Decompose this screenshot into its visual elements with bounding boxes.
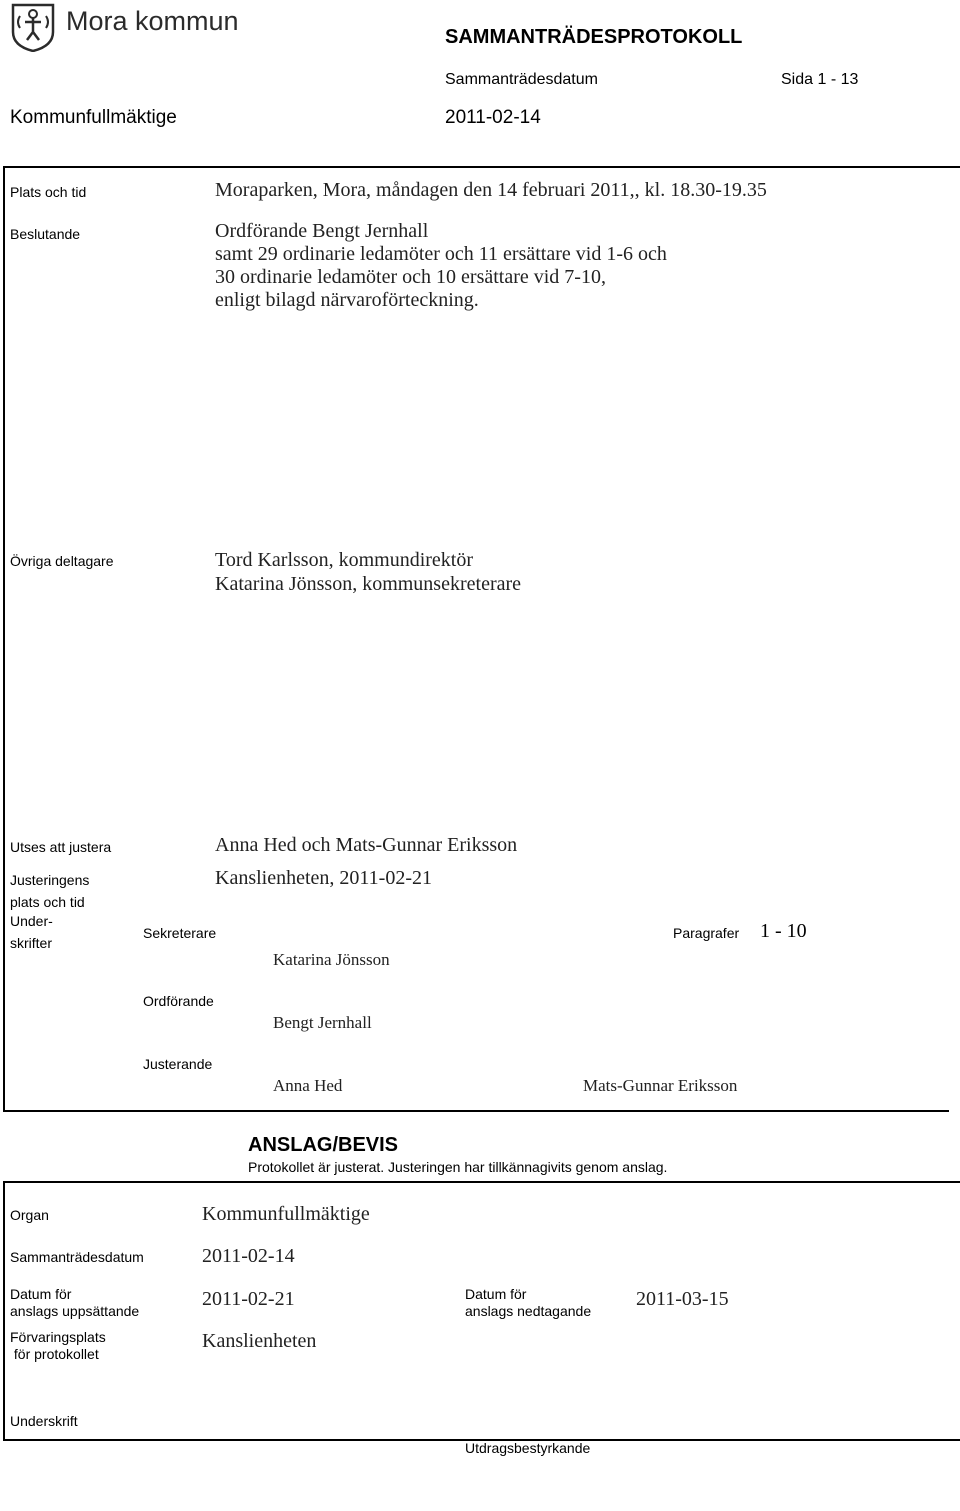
removed-value: 2011-03-15 [636, 1288, 729, 1310]
storage-label-1: Förvaringsplats [10, 1329, 106, 1345]
storage-value: Kanslienheten [202, 1330, 317, 1352]
crest-icon [10, 2, 56, 52]
check-place-label-2: plats och tid [10, 894, 85, 910]
page-number: Sida 1 - 13 [781, 71, 859, 88]
decision-label: Beslutande [10, 226, 81, 242]
others-label: Övriga deltagare [10, 553, 114, 569]
posted-value: 2011-02-21 [202, 1288, 295, 1310]
header-body: Kommunfullmäktige [10, 107, 177, 128]
notice-frame-top [3, 1181, 960, 1183]
notice-date-label: Sammanträdesdatum [10, 1249, 144, 1265]
decision-line-2: samt 29 ordinarie ledamöter och 11 ersättare vid 1-6 och [215, 243, 667, 265]
check-value: Anna Hed och Mats-Gunnar Eriksson [215, 834, 518, 856]
adjuster-1-name: Anna Hed [273, 1076, 343, 1095]
removed-label-1: Datum för [465, 1286, 527, 1302]
notice-subtitle: Protokollet är justerat. Justeringen har tillkännagivits genom anslag. [248, 1159, 668, 1175]
check-place-value: Kanslienheten, 2011-02-21 [215, 867, 432, 889]
mora-crest-logo [10, 2, 56, 52]
secretary-label: Sekreterare [143, 925, 217, 941]
signatures-label-1: Under- [10, 913, 53, 929]
check-label: Utses att justera [10, 839, 112, 855]
notice-date-value: 2011-02-14 [202, 1245, 295, 1267]
doc-title: SAMMANTRÄDESPROTOKOLL [445, 26, 743, 48]
others-line-2: Katarina Jönsson, kommunsekreterare [215, 573, 522, 595]
signatures-label-2: skrifter [10, 935, 52, 951]
notice-title: ANSLAG/BEVIS [248, 1134, 399, 1156]
decision-line-4: enligt bilagd närvaroförteckning. [215, 289, 479, 311]
adjuster-label: Justerande [143, 1056, 213, 1072]
others-line-1: Tord Karlsson, kommundirektör [215, 549, 474, 571]
removed-label-2: anslags nedtagande [465, 1303, 592, 1319]
organ-value: Kommunfullmäktige [202, 1203, 370, 1225]
frame-left [3, 166, 5, 1111]
paragraphs-label: Paragrafer [673, 925, 740, 941]
decision-line-1: Ordförande Bengt Jernhall [215, 220, 429, 242]
check-place-label-1: Justeringens [10, 872, 90, 888]
logo-text: Mora kommun [66, 6, 239, 36]
adjuster-2-name: Mats-Gunnar Eriksson [583, 1076, 738, 1095]
header-date-label: Sammanträdesdatum [445, 71, 598, 88]
header-date: 2011-02-14 [445, 107, 541, 128]
decision-line-3: 30 ordinarie ledamöter och 10 ersättare vid 7-10, [215, 266, 606, 288]
frame-top [3, 166, 960, 168]
organ-label: Organ [10, 1207, 49, 1223]
place-label: Plats och tid [10, 184, 87, 200]
chair-label: Ordförande [143, 993, 214, 1009]
posted-label-2: anslags uppsättande [10, 1303, 140, 1319]
chair-name: Bengt Jernhall [273, 1013, 372, 1032]
paragraphs-value: 1 - 10 [760, 920, 807, 942]
notice-frame-left [3, 1181, 5, 1441]
frame-bottom-1 [3, 1110, 949, 1112]
secretary-name: Katarina Jönsson [273, 950, 390, 969]
signature-label: Underskrift [10, 1413, 78, 1429]
storage-label-2: för protokollet [10, 1346, 99, 1362]
place-value: Moraparken, Mora, måndagen den 14 februari 2011,, kl. 18.30-19.35 [215, 179, 767, 201]
posted-label-1: Datum för [10, 1286, 72, 1302]
secretary-signature-line [243, 942, 633, 943]
certified-label: Utdragsbestyrkande [465, 1440, 591, 1456]
